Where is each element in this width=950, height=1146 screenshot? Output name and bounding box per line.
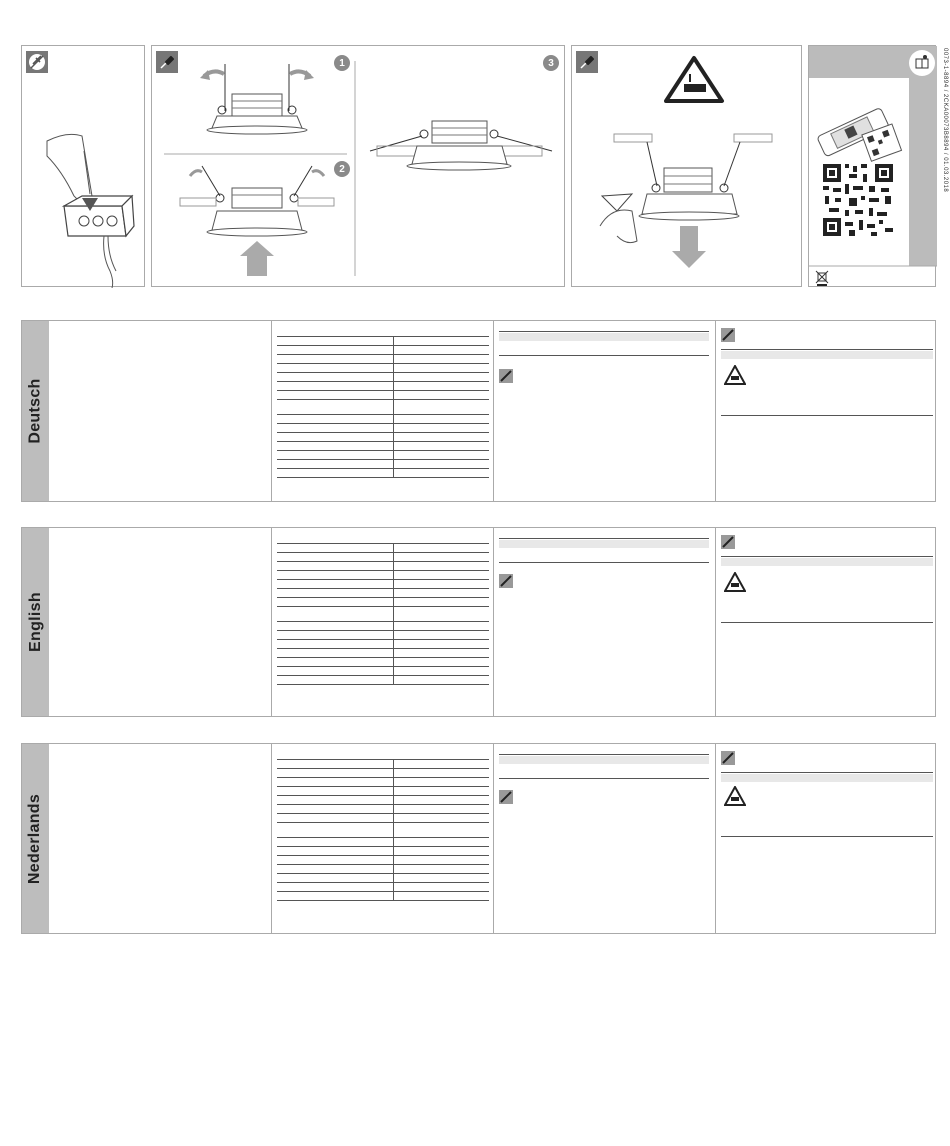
spec-table [277, 336, 489, 478]
hand-crush-warning-icon [666, 58, 722, 101]
step-number: 1 [334, 55, 350, 71]
step-number: 3 [543, 55, 559, 71]
illustration-removal [571, 45, 802, 287]
language-label: Nederlands [26, 793, 44, 884]
removal-drawing [572, 46, 803, 288]
section-english [21, 527, 936, 717]
illustration-disconnect-power [21, 45, 145, 287]
table-column [271, 528, 494, 716]
junction-box-drawing [22, 46, 146, 288]
screwdriver-icon [721, 751, 735, 765]
text-column-4 [715, 321, 937, 501]
qr-code-drawing [809, 46, 937, 288]
screwdriver-icon [721, 328, 735, 342]
illustration-installation-steps [151, 45, 565, 287]
text-column-4 [715, 528, 937, 716]
crossed-bin-icon [815, 270, 829, 286]
downlight-installation-drawing [152, 46, 566, 288]
screwdriver-icon [499, 369, 513, 383]
text-column-1 [49, 528, 271, 716]
language-tab [22, 321, 49, 501]
language-label: Deutsch [26, 378, 44, 444]
text-column-1 [49, 744, 271, 933]
spec-table [277, 543, 489, 685]
hand-crush-warning-icon [724, 572, 746, 597]
document-code: 0073-1-8894 / 2CKA00073B8894 / 01.03.2018 [942, 48, 948, 193]
text-column-1 [49, 321, 271, 501]
spec-table [277, 759, 489, 901]
language-tab [22, 744, 49, 933]
text-column-3 [493, 528, 716, 716]
hand-crush-warning-icon [724, 365, 746, 390]
table-column [271, 321, 494, 501]
language-label: English [26, 592, 44, 652]
text-column-4 [715, 744, 937, 933]
screwdriver-icon [721, 535, 735, 549]
hand-crush-warning-icon [724, 786, 746, 811]
screwdriver-icon [499, 790, 513, 804]
illustration-app-info [808, 45, 936, 287]
language-tab [22, 528, 49, 716]
section-nederlands [21, 743, 936, 934]
text-column-3 [493, 321, 716, 501]
screwdriver-icon [499, 574, 513, 588]
section-deutsch [21, 320, 936, 502]
step-number: 2 [334, 161, 350, 177]
text-column-3 [493, 744, 716, 933]
table-column [271, 744, 494, 933]
